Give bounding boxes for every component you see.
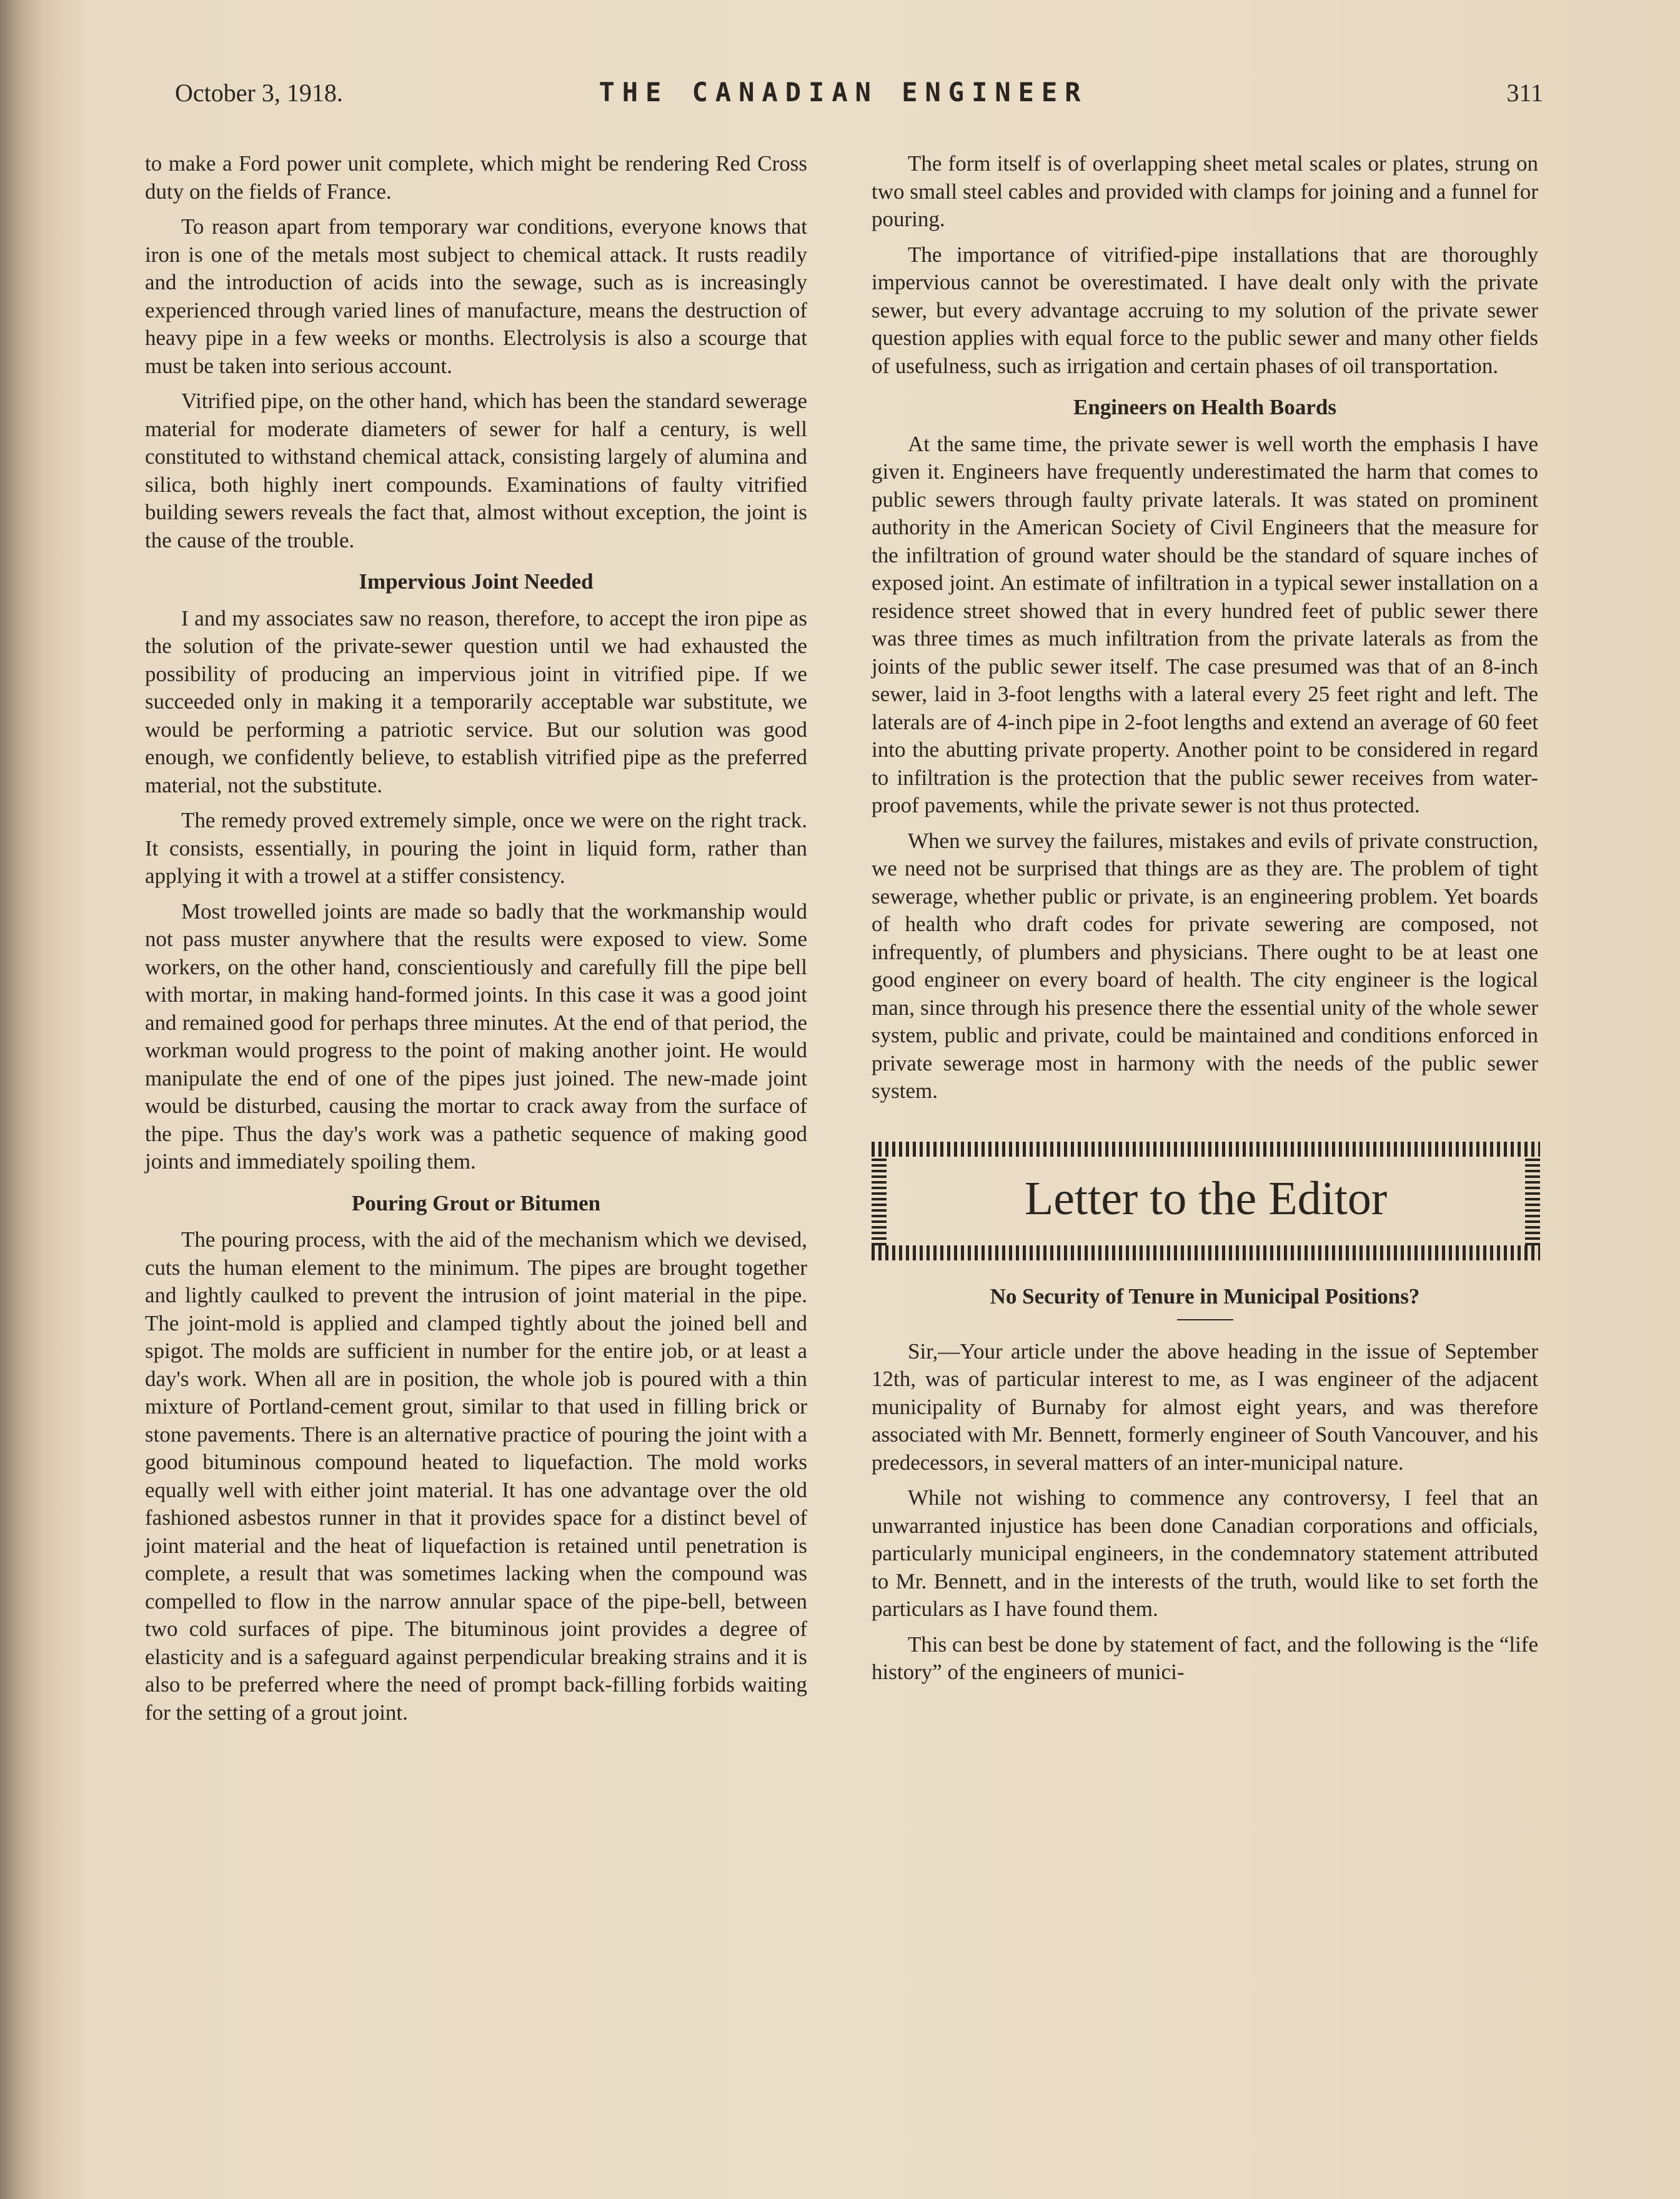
paragraph: Sir,—Your article under the above heading in the issue of September 12th, was of particular interest to me, as I was engineer of the adjacent municipality of Burnaby for almost eight years, and was therefore associated with Mr. Bennett, formerly engineer of South Vancouver, and his predecessors, in several matters of an inter-municipal nature. bbox=[872, 1339, 1538, 1475]
journal-title: THE CANADIAN ENGINEER bbox=[599, 77, 1088, 107]
paragraph: The form itself is of overlapping sheet metal scales or plates, strung on two small steel cables and provided with clamps for joining and a funnel for pouring. bbox=[872, 151, 1538, 231]
paragraph: To reason apart from temporary war conditions, everyone knows that iron is one of the metals most subject to chemical attack. It rusts readily and the introduction of acids into the sewage, such as is increasingly experienced through varied lines of manufacture, means the destruction of heavy pipe in a few weeks or months. Electrolysis is also a scourge that must be taken into serious account. bbox=[145, 214, 807, 378]
section-heading: Pouring Grout or Bitumen bbox=[351, 1190, 601, 1215]
paragraph: Most trowelled joints are made so badly that the workmanship would not pass muster anywhere that the results were exposed to view. Some workers, on the other hand, conscientiously and carefully fill the pipe bell with mortar, in making hand-formed joints. In this case it was a good joint and remained good for perhaps three minutes. At the end of that period, the workman would progress to the point of making another joint. He would manipulate the end of one of the pipes just joined. The new-made joint would be disturbed, causing the mortar to crack away from the surface of the pipe. Thus the day's work was a pathetic sequence of making good joints and immediately spoiling them. bbox=[145, 899, 807, 1174]
paragraph: to make a Ford power unit complete, which might be rendering Red Cross duty on the fields of France. bbox=[145, 151, 807, 204]
decorative-border-bottom bbox=[872, 1245, 1540, 1260]
issue-date: October 3, 1918. bbox=[175, 79, 343, 107]
left-column bbox=[145, 150, 807, 1734]
page-number: 311 bbox=[1506, 79, 1543, 107]
running-header bbox=[175, 78, 1543, 116]
paragraph: The remedy proved extremely simple, once we were on the right track. It consists, essentially, in pouring the joint in liquid form, rather than applying it with a trowel at a stiffer consistency. bbox=[145, 808, 807, 888]
paragraph: I and my associates saw no reason, therefore, to accept the iron pipe as the solution of the private-sewer question until we had exhausted the possibility of producing an impervious joint in vitrified pipe. If we succeeded only in making it a temporarily acceptable war substitute, we would be performing a patriotic service. But our solution was good enough, we confidently believe, to establish vitrified pipe as the preferred material, not the substitute. bbox=[145, 606, 807, 797]
paragraph: The pouring process, with the aid of the mechanism which we devised, cuts the human element to the minimum. The pipes are brought together and lightly caulked to prevent the intrusion of joint material in the pipe. The joint-mold is applied and clamped tightly about the joined bell and spigot. The molds are sufficient in number for the entire job, or at least a day's work. When all are in position, the whole job is poured with a thin mixture of Portland-cement grout, similar to that used in filling brick or stone pavements. There is an alternative practice of pouring the joint with a good bituminous compound heated to liquefaction. The mold works equally well with either joint material. It has one advantage over the old fashioned asbestos runner in that it provides space for a distinct bevel of joint material and the heat of liquefaction is retained until penetration is complete, a result that was sometimes lacking when the compound was compelled to flow in the narrow annular space of the pipe-bell, between two cold surfaces of pipe. The bituminous joint provides a degree of elasticity and is a safeguard against perpendicular breaking strains and it is also to be preferred where the need of prompt back-filling forbids waiting for the setting of a grout joint. bbox=[145, 1227, 807, 1725]
section-heading: Impervious Joint Needed bbox=[359, 569, 594, 594]
paragraph: This can best be done by statement of fact, and the following is the “life history” of the engineers of munici- bbox=[872, 1632, 1538, 1684]
paragraph: When we survey the failures, mistakes and evils of private construction, we need not be surprised that things are as they are. The problem of tight sewerage, whether public or private, is an engineering problem. Yet boards of health who draft codes for private sewering are composed, not infrequently, of plumbers and physicians. There ought to be at least one good engineer on every board of health. The city engineer is the logical man, since through his presence there the essential unity of the whole sewer system, public and private, could be maintained and conditions enforced in private sewerage most in harmony with the needs of the public sewer system. bbox=[872, 828, 1538, 1103]
right-column bbox=[872, 150, 1538, 1694]
section-heading: Engineers on Health Boards bbox=[1073, 395, 1336, 419]
letter-subheading: No Security of Tenure in Municipal Positions? bbox=[990, 1284, 1420, 1309]
paragraph: While not wishing to commence any controversy, I feel that an unwarranted injustice has been done Canadian corporations and officials, particularly municipal engineers, in the condemnatory statement attributed to Mr. Bennett, and in the interests of the truth, would like to set forth the particulars as I have found them. bbox=[872, 1485, 1538, 1621]
paragraph: Vitrified pipe, on the other hand, which has been the standard sewerage material for moderate diameters of sewer for half a century, is well constituted to withstand chemical attack, consisting largely of alumina and silica, both highly inert compounds. Examinations of faulty vitrified building sewers reveals the fact that, almost without exception, the joint is the cause of the trouble. bbox=[145, 389, 807, 552]
paragraph: At the same time, the private sewer is well worth the emphasis I have given it. Engineers have frequently underestimated the harm that comes to public sewers through faulty private laterals. It was stated on prominent authority in the American Society of Civil Engineers that the measure for the infiltration of ground water should be the standard of square inches of exposed joint. An estimate of infiltration in a typical sewer installation on a residence street showed that in every hundred feet of public sewer there was three times as much infiltration from the private laterals as from the joints of the public sewer itself. The case presumed was that of an 8-inch sewer, laid in 3-foot lengths with a lateral every 25 feet right and left. The laterals are of 4-inch pipe in 2-foot lengths and extend an average of 60 feet into the abutting private property. Another point to be considered in regard to infiltration is the protection that the public sewer receives from water-proof pavements, while the private sewer is not thus protected. bbox=[872, 431, 1538, 817]
decorative-border-top bbox=[872, 1142, 1540, 1157]
paragraph: The importance of vitrified-pipe installations that are thoroughly impervious cannot be overestimated. I have dealt only with the private sewer, but every advantage accruing to my solution of the private sewer question applies with equal force to the public sewer and many other fields of usefulness, such as irrigation and certain phases of oil transportation. bbox=[872, 242, 1538, 378]
letter-to-editor-banner bbox=[872, 1142, 1540, 1260]
divider-rule bbox=[1177, 1319, 1233, 1320]
letter-section-title: Letter to the Editor bbox=[1024, 1172, 1388, 1225]
